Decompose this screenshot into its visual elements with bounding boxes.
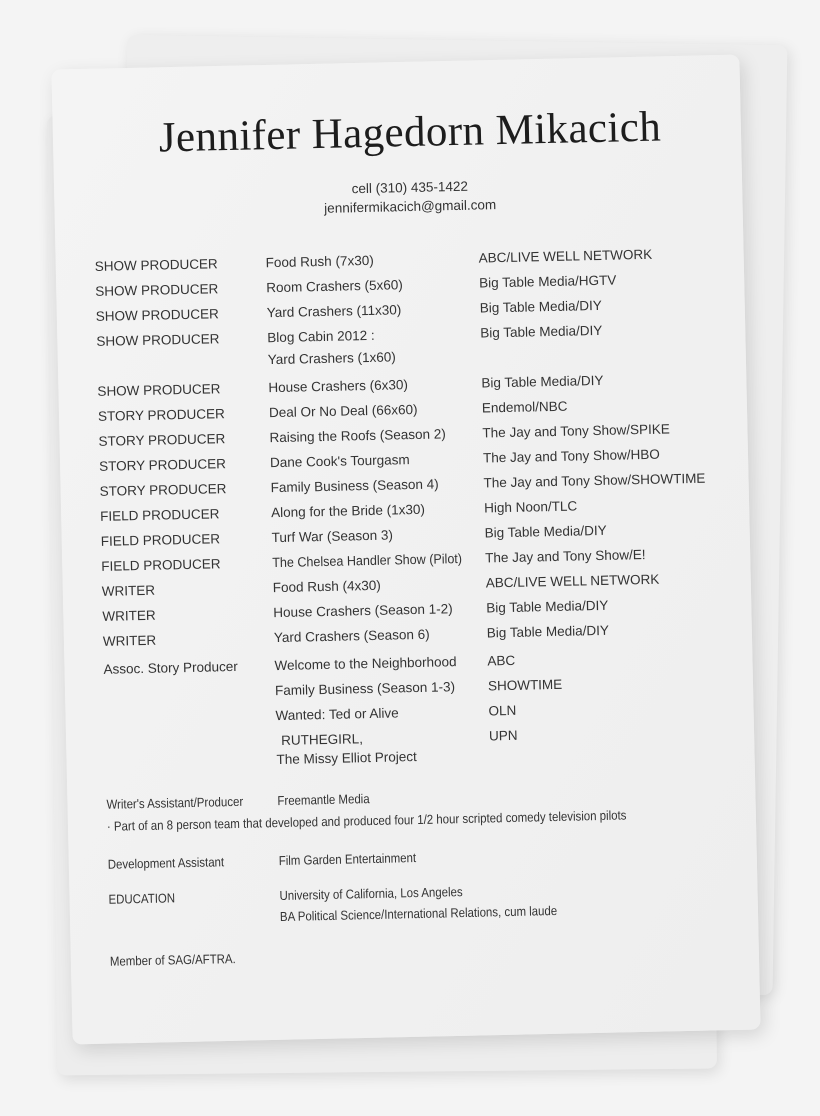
credit-company: Big Table Media/HGTV xyxy=(479,272,617,291)
credit-role: WRITER xyxy=(101,582,156,599)
development-assistant-role-text: Development Assistant xyxy=(107,854,225,872)
credit-role: SHOW PRODUCER xyxy=(95,306,219,324)
credit-title: Family Business (Season 4) xyxy=(270,476,439,496)
credit-company: Big Table Media/DIY xyxy=(486,622,610,641)
credit-title: Along for the Bride (1x30) xyxy=(270,501,426,521)
credit-company: Big Table Media/DIY xyxy=(486,597,609,616)
credit-role: FIELD PRODUCER xyxy=(100,531,221,549)
credit-company: High Noon/TLC xyxy=(483,498,578,516)
credit-company: The Jay and Tony Show/HBO xyxy=(482,446,660,466)
credit-role: FIELD PRODUCER xyxy=(100,506,220,524)
contact-phone: cell (310) 435-1422 xyxy=(351,178,469,197)
candidate-name: Jennifer Hagedorn Mikacich xyxy=(158,103,662,162)
credit-title: Family Business (Season 1-3) xyxy=(274,679,456,699)
credit-title: House Crashers (6x30) xyxy=(268,377,409,396)
credit-role: SHOW PRODUCER xyxy=(95,281,219,299)
contact-info xyxy=(0,169,820,225)
credit-company: SHOWTIME xyxy=(487,676,563,694)
credit-title: Food Rush (7x30) xyxy=(265,252,374,271)
education-label-text: EDUCATION xyxy=(108,890,176,907)
credit-company: Big Table Media/DIY xyxy=(481,372,604,391)
credit-company: Endemol/NBC xyxy=(481,398,568,416)
credit-title: Yard Crashers (Season 6) xyxy=(273,626,430,646)
credit-title: Turf War (Season 3) xyxy=(271,527,394,546)
credit-title-continued: The Missy Elliot Project xyxy=(276,749,417,768)
credit-role: SHOW PRODUCER xyxy=(97,381,221,399)
credit-title: Food Rush (4x30) xyxy=(272,577,381,596)
credit-title: Welcome to the Neighborhood xyxy=(274,654,457,674)
credit-company: The Jay and Tony Show/SHOWTIME xyxy=(483,470,706,491)
credit-title: Dane Cook's Tourgasm xyxy=(269,452,410,471)
credit-title: Room Crashers (5x60) xyxy=(266,277,403,296)
credit-title: Raising the Roofs (Season 2) xyxy=(269,426,446,446)
credit-company: Big Table Media/DIY xyxy=(484,522,607,541)
credit-role: Assoc. Story Producer xyxy=(103,658,238,677)
credit-role: WRITER xyxy=(102,607,156,624)
membership-note-text: Member of SAG/AFTRA. xyxy=(109,951,236,969)
credit-company: OLN xyxy=(488,702,517,719)
credit-role: FIELD PRODUCER xyxy=(101,556,221,574)
development-assistant-company-text: Film Garden Entertainment xyxy=(278,850,417,869)
credit-role: SHOW PRODUCER xyxy=(94,256,218,274)
credit-title: Deal Or No Deal (66x60) xyxy=(268,401,418,421)
credit-title: Blog Cabin 2012 : xyxy=(267,327,375,346)
credit-company: The Jay and Tony Show/SPIKE xyxy=(482,421,670,441)
education-school-text: University of California, Los Angeles xyxy=(279,884,463,904)
writers-assistant-company-text: Freemantle Media xyxy=(277,791,370,809)
credit-company: The Jay and Tony Show/E! xyxy=(485,546,646,566)
credit-company: ABC/LIVE WELL NETWORK xyxy=(478,246,653,266)
credit-role: STORY PRODUCER xyxy=(98,456,227,474)
credit-role: WRITER xyxy=(102,632,157,649)
writers-assistant-bullet-text: · Part of an 8 person team that developed and produced four 1/2 hour scripted comedy television pilots xyxy=(106,807,627,834)
credit-company: ABC/LIVE WELL NETWORK xyxy=(485,571,660,591)
credit-company: Big Table Media/DIY xyxy=(480,322,603,341)
credit-role: STORY PRODUCER xyxy=(99,481,227,499)
credit-role: STORY PRODUCER xyxy=(97,406,225,424)
credit-role: STORY PRODUCER xyxy=(98,431,226,449)
credit-title: The Chelsea Handler Show (Pilot) xyxy=(272,550,463,571)
credit-title-continued: Yard Crashers (1x60) xyxy=(267,349,396,368)
credit-title: RUTHEGIRL, xyxy=(280,731,364,748)
credit-title: Yard Crashers (11x30) xyxy=(266,302,402,321)
credit-title: Wanted: Ted or Alive xyxy=(275,705,399,724)
membership-note xyxy=(21,938,820,969)
credit-role: SHOW PRODUCER xyxy=(96,331,220,349)
credit-company: ABC xyxy=(487,652,516,669)
education-degree-text: BA Political Science/International Relations, cum laude xyxy=(279,903,558,925)
writers-assistant-role-text: Writer's Assistant/Producer xyxy=(106,793,244,812)
credit-company: Big Table Media/DIY xyxy=(479,297,602,316)
credit-title: House Crashers (Season 1-2) xyxy=(273,601,453,621)
credit-company: UPN xyxy=(488,727,518,744)
contact-email: jennifermikacich@gmail.com xyxy=(324,197,497,216)
